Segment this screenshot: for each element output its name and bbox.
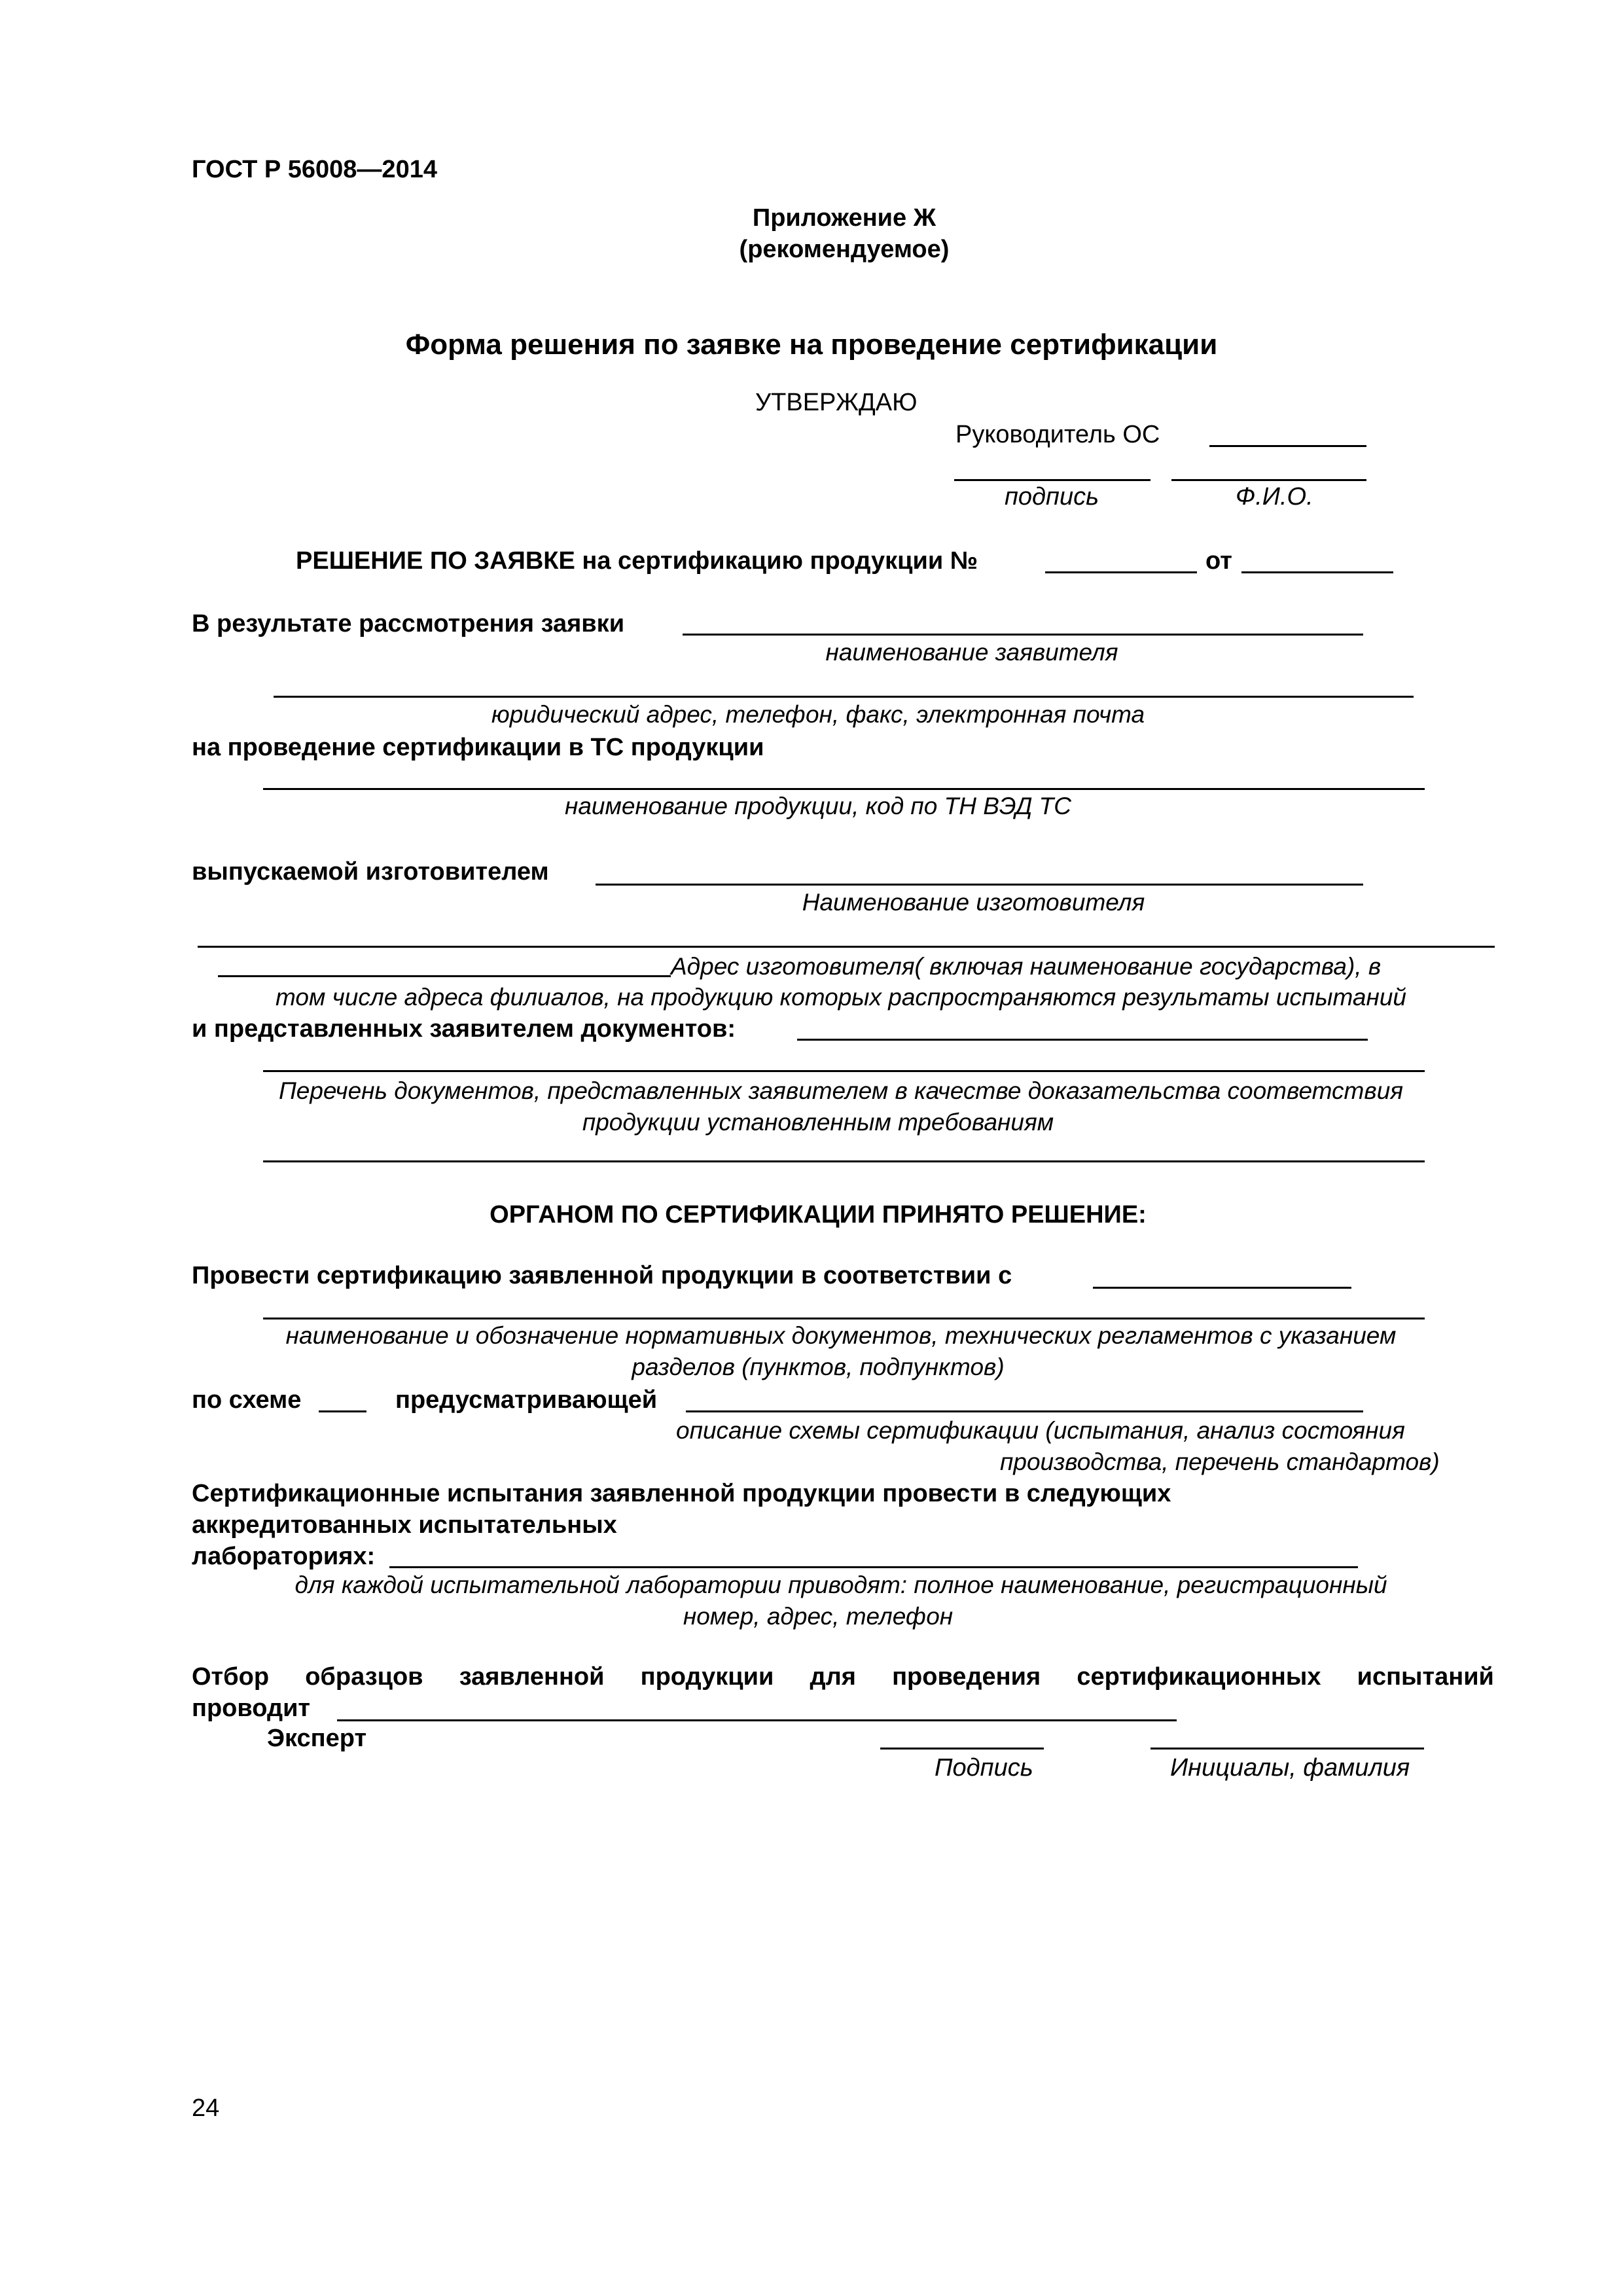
docs-caption-1: Перечень документов, представленных заявителем в качестве доказательства соответствия <box>278 1077 1404 1104</box>
standard-number: ГОСТ Р 56008—2014 <box>192 156 437 183</box>
labs-line <box>389 1566 1358 1568</box>
form-title: Форма решения по заявке на проведение сертификации <box>405 329 1218 361</box>
applicant-address-caption: юридический адрес, телефон, факс, электронная почта <box>491 701 1145 728</box>
head-line <box>1209 445 1366 447</box>
labs-caption-1: для каждой испытательной лаборатории приводят: полное наименование, регистрационный <box>294 1571 1387 1598</box>
docs-caption-2: продукции установленным требованиям <box>582 1109 1054 1136</box>
scheme-caption-1: описание схемы сертификации (испытания, анализ состояния <box>676 1417 1405 1444</box>
expert-initials-line <box>1150 1748 1424 1749</box>
decision-number-line <box>1045 571 1197 573</box>
docs-line <box>797 1039 1368 1041</box>
providing-label: предусматривающей <box>395 1386 658 1414</box>
sampling-word: испытаний <box>1357 1663 1494 1691</box>
scheme-caption-2: производства, перечень стандартов) <box>1000 1448 1440 1475</box>
product-line <box>263 788 1425 790</box>
fio-caption: Ф.И.О. <box>1236 483 1313 511</box>
sampling-word: сертификационных <box>1077 1663 1321 1691</box>
page-number: 24 <box>192 2094 220 2122</box>
manufacturer-address-line-1 <box>198 946 1495 948</box>
scheme-number-line <box>319 1410 366 1412</box>
labs-line-1: Сертификационные испытания заявленной продукции провести в следующих <box>192 1480 1171 1507</box>
annex-status: (рекомендуемое) <box>739 236 950 263</box>
conduct-line-2 <box>263 1318 1425 1319</box>
expert-label: Эксперт <box>267 1725 367 1752</box>
docs-label: и представленных заявителем документов: <box>192 1015 736 1043</box>
conduct-label: Провести сертификацию заявленной продукции в соответствии с <box>192 1262 1012 1289</box>
sampling-word: заявленной <box>459 1663 605 1691</box>
applicant-address-line <box>274 696 1414 698</box>
norm-caption-1: наименование и обозначение нормативных документов, технических регламентов с указанием <box>285 1322 1397 1349</box>
sampling-line-2: проводит <box>192 1695 311 1722</box>
head-label: Руководитель ОС <box>955 421 1160 448</box>
decision-heading: РЕШЕНИЕ ПО ЗАЯВКЕ на сертификацию продукции № <box>296 547 978 575</box>
manufacturer-address-line-2 <box>218 975 671 977</box>
sampling-line <box>337 1719 1177 1721</box>
manufacturer-address-caption-2: том числе адреса филиалов, на продукцию которых распространяются результаты испытаний <box>275 984 1407 1011</box>
cert-label: на проведение сертификации в ТС продукции <box>192 734 764 761</box>
decision-title: ОРГАНОМ ПО СЕРТИФИКАЦИИ ПРИНЯТО РЕШЕНИЕ: <box>490 1201 1147 1229</box>
expert-signature-line <box>880 1748 1044 1749</box>
decision-date-line <box>1241 571 1393 573</box>
product-caption: наименование продукции, код по ТН ВЭД ТС <box>564 793 1071 819</box>
applicant-label: В результате рассмотрения заявки <box>192 610 625 637</box>
applicant-name-line <box>683 634 1363 636</box>
docs-line-3 <box>263 1160 1425 1162</box>
sampling-word: продукции <box>640 1663 774 1691</box>
sampling-word: проведения <box>892 1663 1041 1691</box>
sampling-word: Отбор <box>192 1663 270 1691</box>
labs-caption-2: номер, адрес, телефон <box>683 1603 954 1630</box>
docs-line-2 <box>263 1070 1425 1072</box>
signature-caption: подпись <box>1005 483 1099 511</box>
sampling-line-1 <box>192 1664 1494 1689</box>
manufacturer-address-caption-1: Адрес изготовителя( включая наименование государства), в <box>671 953 1382 980</box>
manufacturer-name-line <box>596 884 1363 886</box>
manufacturer-name-caption: Наименование изготовителя <box>802 889 1145 916</box>
expert-initials-caption: Инициалы, фамилия <box>1170 1754 1410 1782</box>
labs-line-2: аккредитованных испытательных <box>192 1511 617 1539</box>
expert-signature-caption: Подпись <box>935 1754 1033 1782</box>
approve-label: УТВЕРЖДАЮ <box>755 389 918 416</box>
norm-caption-2: разделов (пунктов, подпунктов) <box>632 1354 1005 1380</box>
sampling-word: для <box>810 1663 856 1691</box>
labs-line-3: лабораториях: <box>192 1543 376 1570</box>
scheme-description-line <box>686 1410 1363 1412</box>
decision-from-label: от <box>1205 547 1232 575</box>
sampling-word: образцов <box>305 1663 423 1691</box>
signature-line <box>954 479 1150 481</box>
applicant-name-caption: наименование заявителя <box>825 639 1118 666</box>
name-line <box>1171 479 1366 481</box>
annex-title: Приложение Ж <box>752 204 936 232</box>
manufacturer-label: выпускаемой изготовителем <box>192 858 549 886</box>
conduct-line <box>1093 1287 1351 1289</box>
scheme-label: по схеме <box>192 1386 302 1414</box>
